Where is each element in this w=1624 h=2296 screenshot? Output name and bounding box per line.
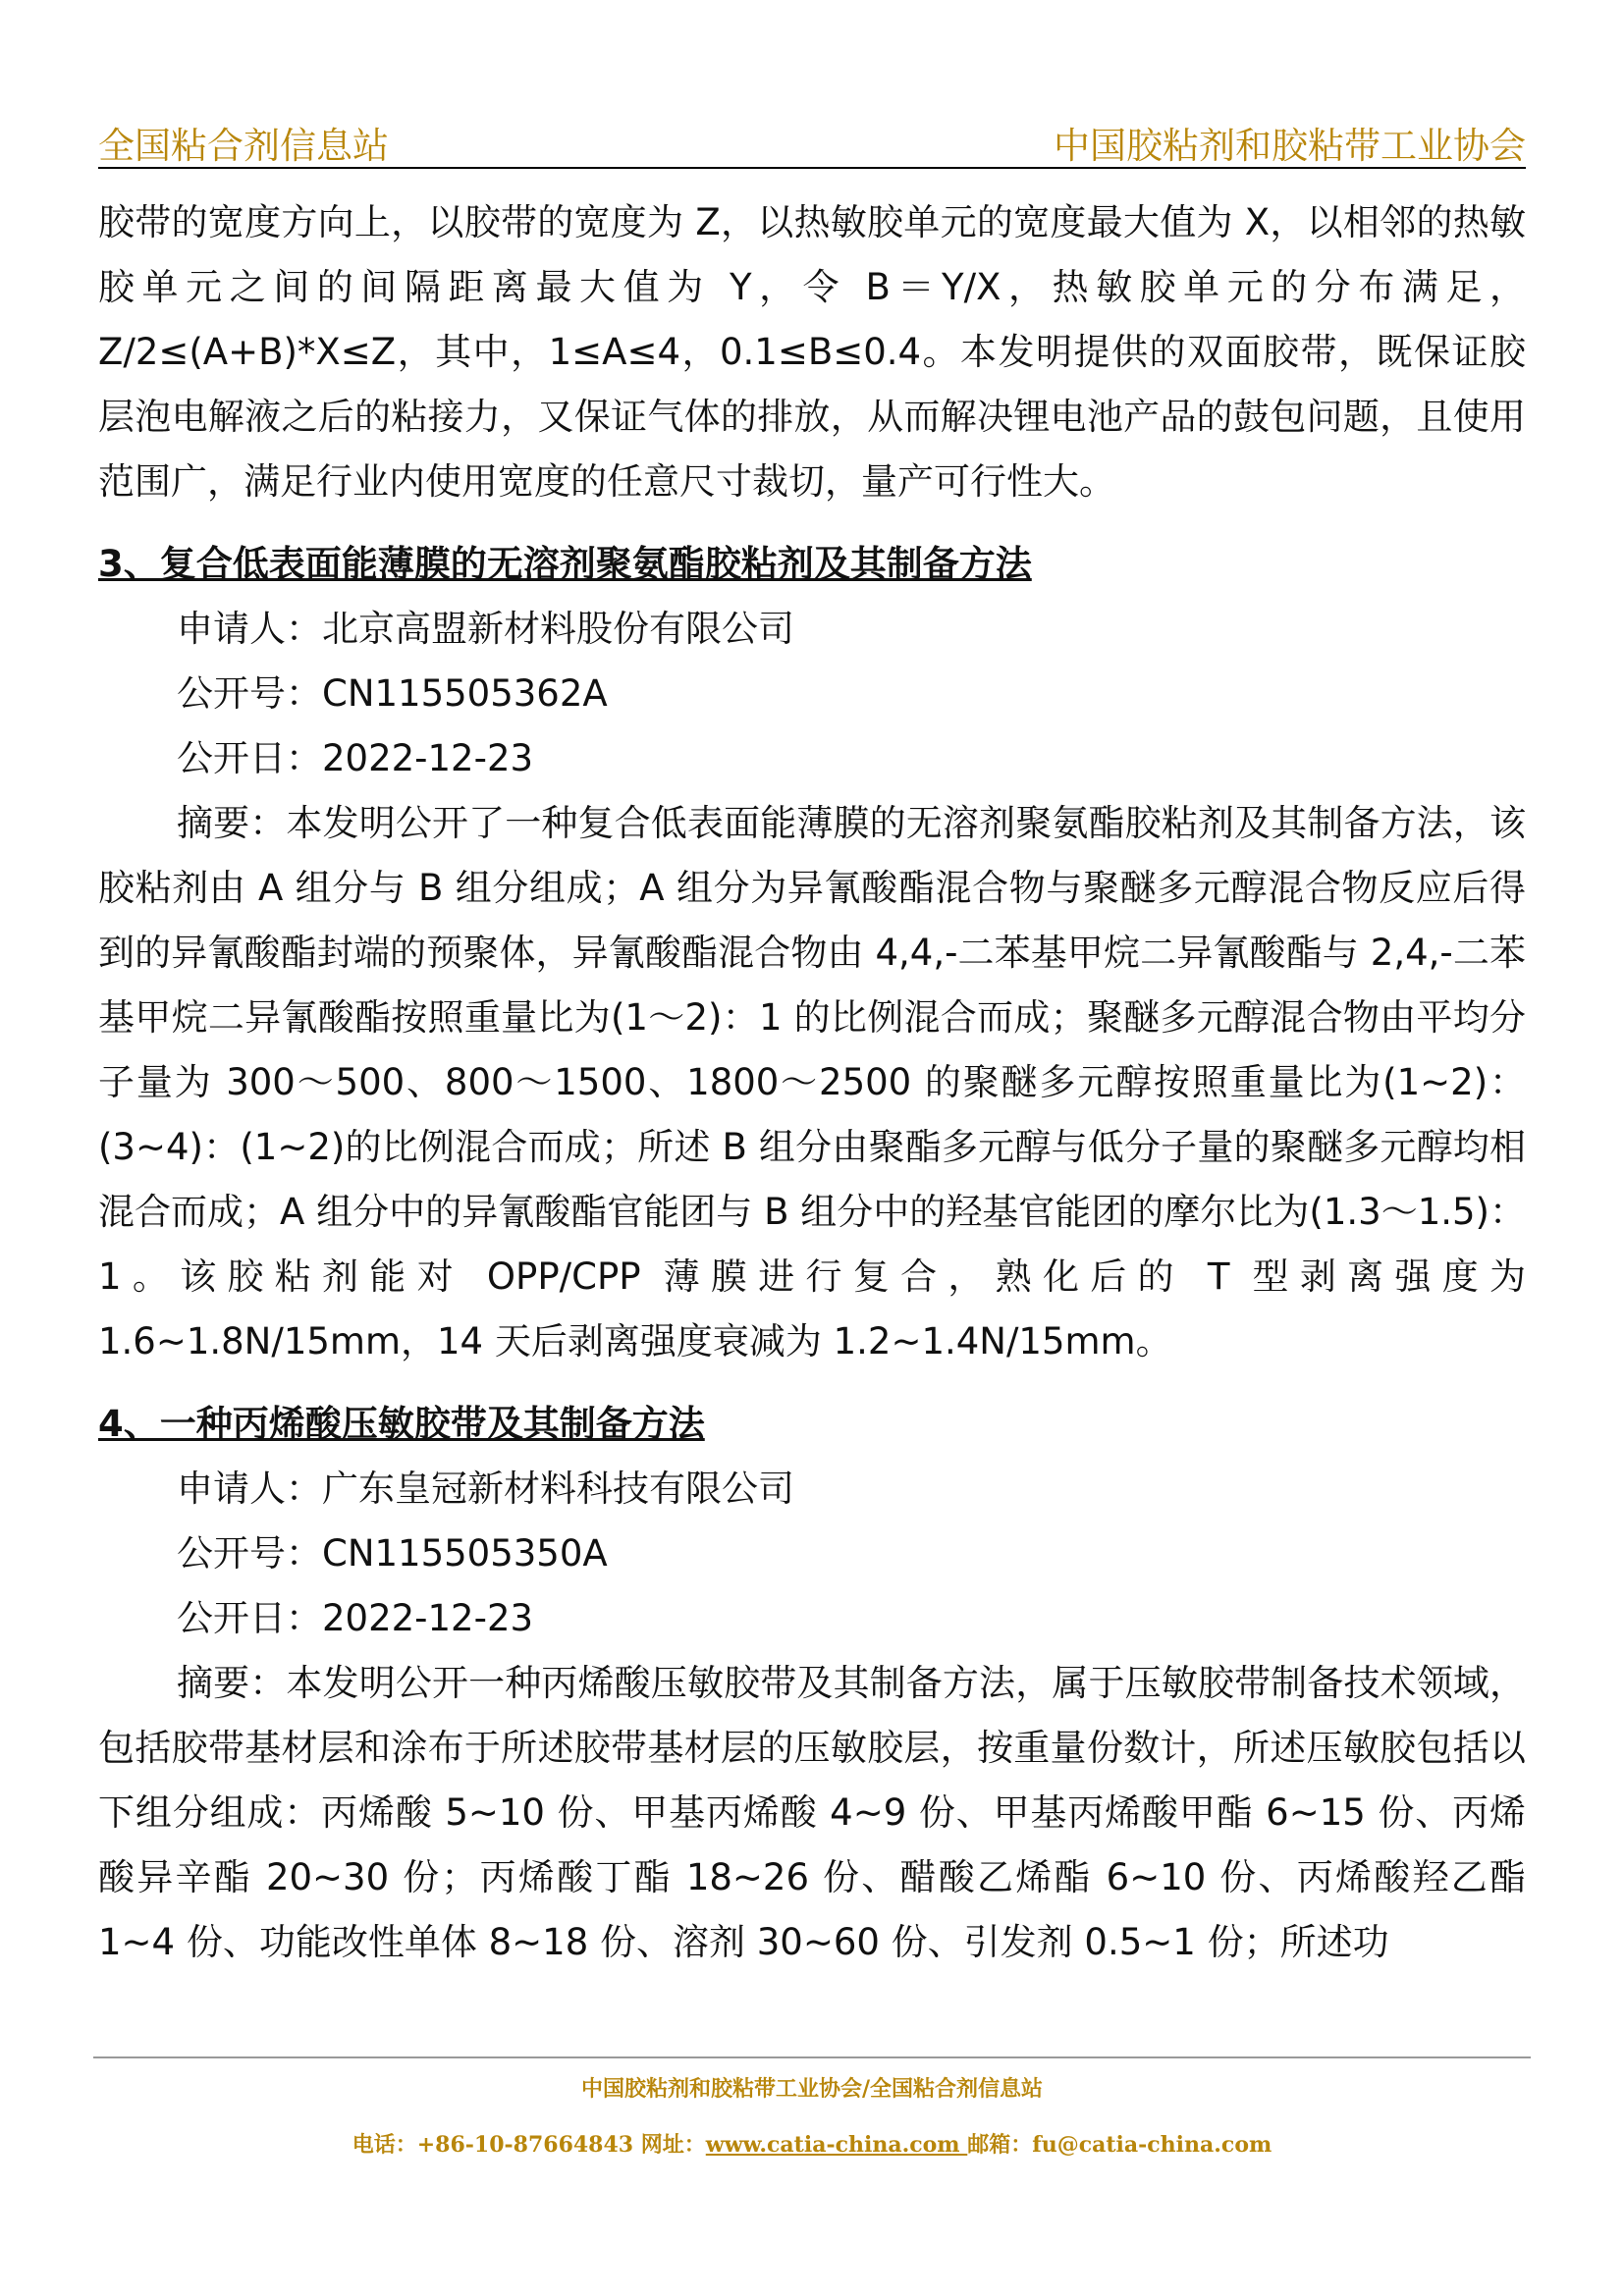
publication-date: 公开日：2022-12-23 [177,737,534,779]
section-3 [98,532,1526,1374]
footer-organization: 中国胶粘剂和胶粘带工业协会/全国粘合剂信息站 [580,2076,1044,2102]
section-title: 4、一种丙烯酸压敏胶带及其制备方法 [98,1403,705,1445]
publication-number: 公开号：CN115505362A [177,672,608,715]
publication-number: 公开号：CN115505350A [177,1532,608,1575]
intro-paragraph: 胶带的宽度方向上，以胶带的宽度为 Z，以热敏胶单元的宽度最大值为 X，以相邻的热敏胶单元之间的间隔距离最大值为 Y，令 B＝Y/X，热敏胶单元的分布满足，Z/2≤(A+B)*X≤Z，其中，1≤A≤4，0.1≤B≤0.4。本发明提供的双面胶带，既保证胶层泡电解液之后的粘接力，又保证气体的排放，从而解决锂电池产品的鼓包问题，且使用范围广，满足行业内使用宽度的任意尺寸裁切，量产可行性大。 [98,201,1526,503]
abstract: 摘要：本发明公开了一种复合低表面能薄膜的无溶剂聚氨酯胶粘剂及其制备方法，该胶粘剂由 A 组分与 B 组分组成；A 组分为异氰酸酯混合物与聚醚多元醇混合物反应后得到的异氰酸酯封端的预聚体，异氰酸酯混合物由 4,4,-二苯基甲烷二异氰酸酯与 2,4,-二苯基甲烷二异氰酸酯按照重量比为(1～2)：1 的比例混合而成；聚醚多元醇混合物由平均分子量为 300～500、800～1500、1800～2500 的聚醚多元醇按照重量比为(1~2)：(3~4)：(1~2)的比例混合而成；所述 B 组分由聚酯多元醇与低分子量的聚醚多元醇均相混合而成；A 组分中的异氰酸酯官能团与 B 组分中的羟基官能团的摩尔比为(1.3～1.5)：1。该胶粘剂能对 OPP/CPP 薄膜进行复合，熟化后的 T 型剥离强度为 1.6~1.8N/15mm，14 天后剥离强度衰减为 1.2~1.4N/15mm。 [98,802,1526,1362]
applicant: 申请人：北京高盟新材料股份有限公司 [177,608,794,650]
website-link[interactable]: www.catia-china.com [705,2132,968,2158]
section-4 [98,1392,1526,1975]
page-header [98,116,1526,169]
abstract: 摘要：本发明公开一种丙烯酸压敏胶带及其制备方法，属于压敏胶带制备技术领域，包括胶带基材层和涂布于所述胶带基材层的压敏胶层，按重量份数计，所述压敏胶包括以下组分组成：丙烯酸 5~10 份、甲基丙烯酸 4~9 份、甲基丙烯酸甲酯 6~15 份、丙烯酸异辛酯 20~30 份；丙烯酸丁酯 18~26 份、醋酸乙烯酯 6~10 份、丙烯酸羟乙酯 1~4 份、功能改性单体 8~18 份、溶剂 30~60 份、引发剂 0.5~1 份；所述功 [98,1662,1526,1963]
header-left-title: 全国粘合剂信息站 [98,125,389,167]
footer-phone: 电话：+86-10-87664843 网址： [352,2132,706,2158]
header-right-title: 中国胶粘剂和胶粘带工业协会 [1054,125,1526,167]
page-footer [93,2056,1531,2159]
footer-contact [93,2128,1531,2159]
publication-date: 公开日：2022-12-23 [177,1597,534,1639]
page-content [98,190,1526,1975]
section-title: 3、复合低表面能薄膜的无溶剂聚氨酯胶粘剂及其制备方法 [98,543,1032,585]
applicant: 申请人：广东皇冠新材料科技有限公司 [177,1468,794,1510]
footer-email: 邮箱：fu@catia-china.com [967,2132,1272,2158]
